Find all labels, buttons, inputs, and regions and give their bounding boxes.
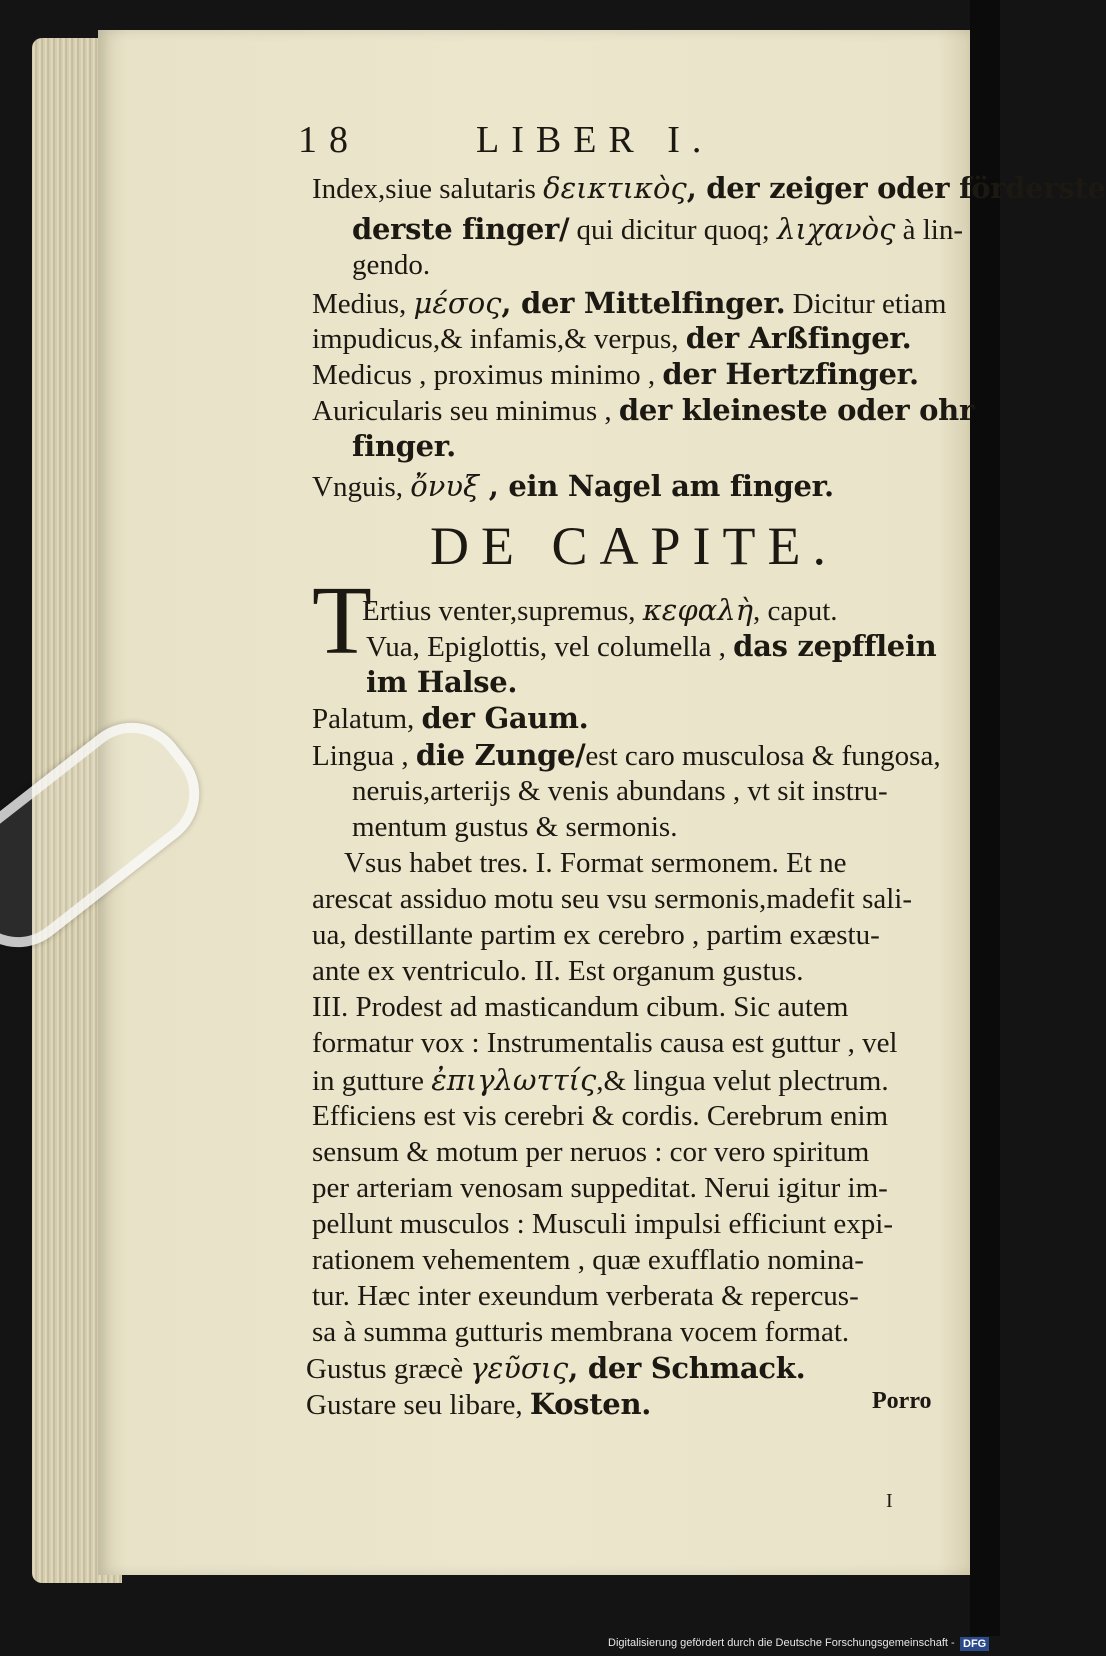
latin-text: Efficiens est vis cerebri & cordis. Cerebrum enim	[312, 1100, 889, 1132]
text-line	[312, 1170, 888, 1206]
latin-text: mentum gustus & sermonis.	[352, 811, 678, 843]
text-line	[352, 809, 677, 845]
latin-text: Palatum,	[312, 703, 422, 735]
latin-text: tur. Hæc inter exeundum verberata & repercus-	[312, 1280, 859, 1312]
latin-text: Index,siue salutaris	[312, 173, 544, 205]
latin-text: rationem vehementem , quæ exufflatio nomina-	[312, 1244, 864, 1276]
text-line	[312, 700, 588, 737]
dfg-logo: DFG	[960, 1637, 989, 1651]
text-line	[312, 1278, 859, 1314]
signature-mark: I	[886, 1490, 893, 1512]
text-line	[312, 1314, 849, 1350]
latin-text: Gustare seu libare,	[306, 1389, 530, 1421]
latin-text: Dicitur etiam	[785, 288, 947, 320]
latin-text: Gustus græcè	[306, 1353, 471, 1385]
latin-text: gendo.	[352, 249, 431, 281]
text-line	[352, 211, 963, 248]
greek-term: ἐπιγλωττίς	[431, 1063, 597, 1097]
german-term: finger.	[352, 429, 456, 463]
latin-text: Medius,	[312, 288, 414, 320]
text-line	[312, 953, 804, 989]
latin-text: pellunt musculos : Musculi impulsi efficiunt expi-	[312, 1208, 894, 1240]
latin-text: ,& lingua velut plectrum.	[596, 1065, 889, 1097]
latin-text: in gutture	[312, 1065, 432, 1097]
latin-text: neruis,arterijs & venis abundans , vt sit instru-	[352, 775, 888, 807]
german-term: der Hertzfinger.	[662, 357, 919, 391]
text-line	[344, 845, 847, 881]
latin-text: formatur vox : Instrumentalis causa est guttur , vel	[312, 1027, 898, 1059]
latin-text: sensum & motum per neruos : cor vero spiritum	[312, 1136, 870, 1168]
text-line	[312, 1134, 869, 1170]
latin-text: Ertius venter,supremus,	[362, 595, 643, 627]
text-line	[366, 664, 517, 701]
german-term: das zepfflein	[733, 629, 937, 663]
text-line	[312, 917, 880, 953]
text-line	[352, 247, 430, 283]
text-line	[312, 1098, 888, 1134]
latin-text: III. Prodest ad masticandum cibum. Sic autem	[312, 991, 849, 1023]
text-line	[366, 628, 936, 665]
greek-term: μέσος	[413, 286, 502, 320]
latin-text: arescat assiduo motu seu vsu sermonis,madefit sali-	[312, 883, 913, 915]
greek-term: ὄνυξ	[410, 469, 479, 503]
german-term: der Gaum.	[421, 701, 589, 735]
text-line	[312, 1025, 898, 1061]
latin-text: ante ex ventriculo. II. Est organum gustus.	[312, 955, 804, 987]
text-line	[312, 881, 912, 917]
latin-text: est caro musculosa & fungosa,	[585, 740, 941, 772]
page-number: 18	[298, 119, 360, 161]
text-line	[312, 989, 848, 1025]
german-term: , ein Nagel am finger.	[479, 469, 834, 503]
german-term: die Zunge/	[415, 738, 586, 772]
german-term: , der zeiger oder förderste	[686, 171, 1106, 205]
text-line	[312, 356, 919, 393]
text-line	[306, 1350, 805, 1387]
text-line	[362, 592, 838, 629]
text-line	[312, 1206, 893, 1242]
latin-text: qui dicitur quoq;	[569, 214, 778, 246]
latin-text: Medicus , proximus minimo ,	[312, 359, 663, 391]
german-term: der Arßfinger.	[685, 321, 912, 355]
latin-text: Lingua ,	[312, 740, 416, 772]
german-term: derste finger/	[352, 212, 570, 246]
text-line	[312, 737, 941, 774]
catchword: Porro	[872, 1388, 932, 1414]
greek-term: λιχανὸς	[777, 212, 896, 246]
text-line	[312, 392, 974, 429]
latin-text: Vsus habet tres. I. Format sermonem. Et ne	[344, 847, 847, 879]
latin-text: Vnguis,	[312, 471, 411, 503]
greek-term: γεῦσις	[470, 1351, 569, 1385]
text-line	[312, 468, 834, 505]
text-line	[312, 1242, 864, 1278]
latin-text: Vua, Epiglottis, vel columella ,	[366, 631, 734, 663]
text-line	[312, 170, 1106, 207]
running-head: LIBER I.	[476, 119, 714, 161]
latin-text: , caput.	[752, 595, 838, 627]
text-line	[312, 285, 946, 322]
german-term: , der Schmack.	[568, 1351, 806, 1385]
latin-text: sa à summa gutturis membrana vocem format.	[312, 1316, 850, 1348]
latin-text: ua, destillante partim ex cerebro , partim exæstu-	[312, 919, 880, 951]
text-line	[312, 320, 911, 357]
latin-text: Auricularis seu minimus ,	[312, 395, 619, 427]
latin-text: à lin-	[895, 214, 963, 246]
german-term: der kleineste oder ohr	[618, 393, 974, 427]
greek-term: κεφαλὴ	[642, 593, 753, 627]
latin-text: impudicus,& infamis,& verpus,	[312, 323, 686, 355]
latin-text: per arteriam venosam suppeditat. Nerui igitur im-	[312, 1172, 888, 1204]
german-term: im Halse.	[366, 665, 518, 699]
digitization-credit: Digitalisierung gefördert durch die Deutsche Forschungsgemeinschaft -	[608, 1637, 955, 1649]
greek-term: δεικτικὸς	[543, 171, 687, 205]
german-term: Kosten.	[529, 1387, 652, 1421]
text-line	[352, 773, 888, 809]
german-term: , der Mittelfinger.	[501, 286, 786, 320]
text-line	[312, 1062, 889, 1099]
section-title: DE CAPITE.	[430, 516, 838, 576]
text-line	[352, 428, 456, 465]
text-line	[306, 1386, 651, 1423]
drop-cap: T	[312, 567, 372, 675]
